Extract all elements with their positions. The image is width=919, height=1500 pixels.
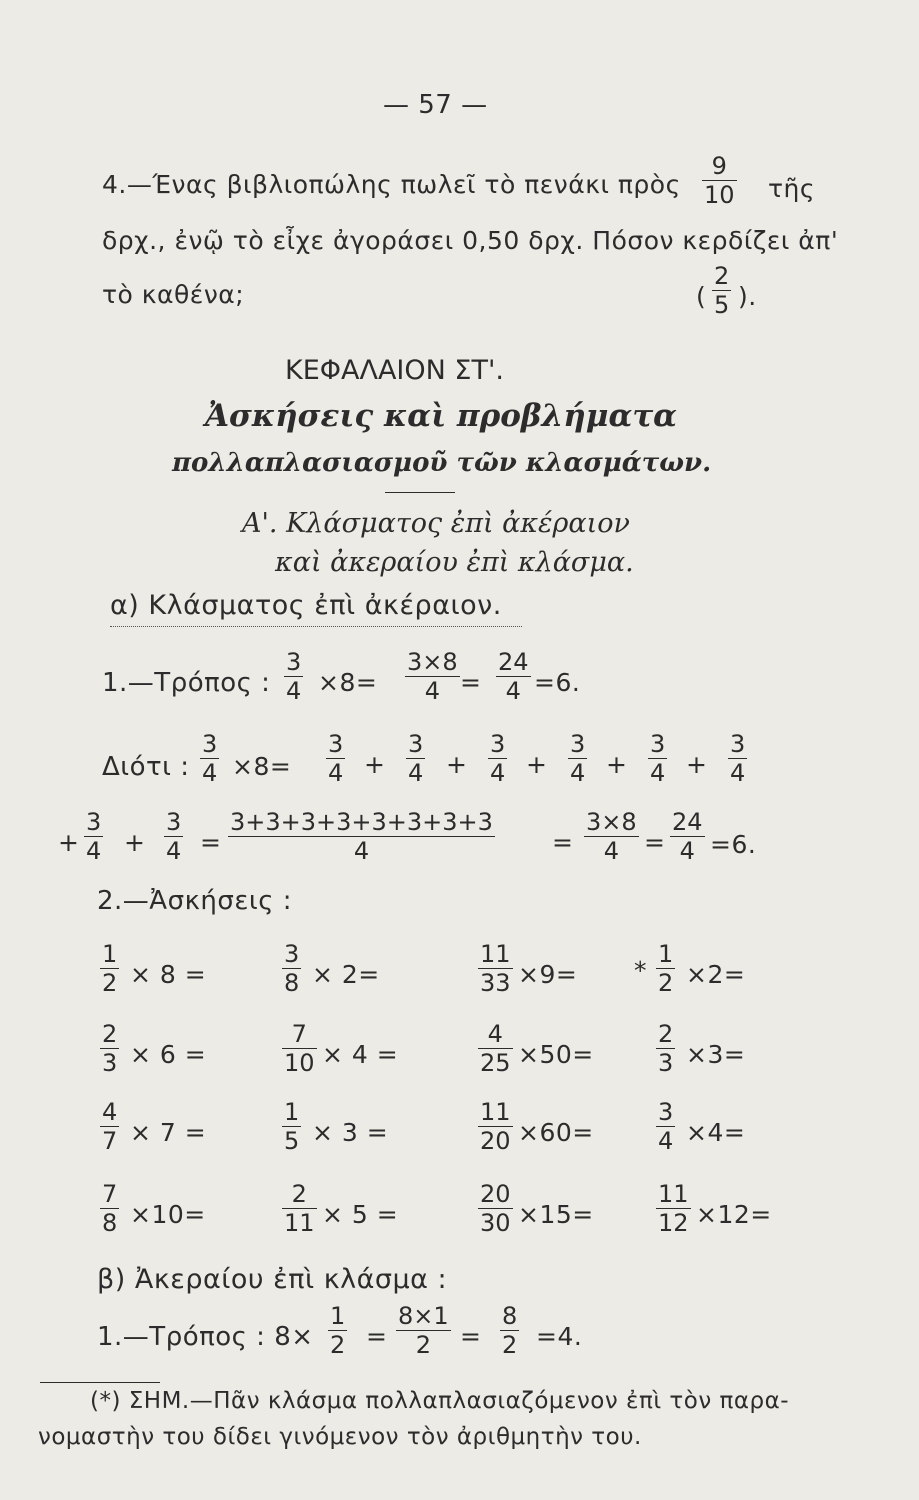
exercise-fraction: [100, 1180, 119, 1237]
fraction-numerator: 1: [102, 940, 118, 968]
problem-4-line1-end: τῆς: [768, 174, 816, 203]
fraction-numerator: 3: [650, 730, 666, 758]
exercise-fraction: [656, 1180, 691, 1237]
fraction-numerator: 3: [570, 730, 586, 758]
fraction-numerator: 24: [672, 808, 703, 836]
fraction-denominator: 5: [284, 1127, 300, 1155]
equals-sign: =: [644, 828, 666, 857]
problem-4-fraction: [702, 152, 737, 209]
fraction-denominator: 4: [658, 1127, 674, 1155]
fraction-denominator: 2: [502, 1331, 518, 1359]
problem-4-line3: τὸ καθένα;: [102, 280, 245, 309]
fraction-numerator: 11: [658, 1180, 689, 1208]
fraction-numerator: 1: [658, 940, 674, 968]
plus-sign: +: [58, 828, 80, 857]
fraction-denominator: 4: [650, 759, 666, 787]
dioti-sum-fraction: [228, 808, 495, 865]
method-2-equals: =: [366, 1322, 388, 1351]
exercise-fraction: [100, 1098, 119, 1155]
fraction-denominator: 4: [86, 837, 102, 865]
fraction-denominator: 2: [658, 969, 674, 997]
method-1-times: ×8=: [318, 668, 378, 697]
exercise-operation: ×60=: [518, 1118, 594, 1147]
fraction-numerator: 11: [480, 940, 511, 968]
exercise-operation: ×15=: [518, 1200, 594, 1229]
method-1-fraction-2: [405, 648, 460, 705]
exercise-operation: ×50=: [518, 1040, 594, 1069]
dioti-fraction: [200, 730, 219, 787]
fraction-denominator: 4: [424, 677, 440, 705]
dioti-term: [164, 808, 183, 865]
footnote-line1: (*) ΣΗΜ.—Πᾶν κλάσμα πολλαπλασιαζόμενον ἐπὶ τὸν παρα-: [90, 1388, 790, 1414]
method-2-fraction-2: [396, 1302, 451, 1359]
problem-4-line2: δρχ., ἐνῷ τὸ εἶχε ἀγοράσει 0,50 δρχ. Πόσον κερδίζει ἀπ': [102, 226, 839, 255]
exercise-fraction: [282, 1180, 317, 1237]
exercise-operation: ×9=: [518, 960, 578, 989]
fraction-numerator: 7: [291, 1020, 307, 1048]
exercise-fraction: [282, 1020, 317, 1077]
fraction-numerator: 3+3+3+3+3+3+3+3: [230, 808, 493, 836]
fraction-denominator: 4: [505, 677, 521, 705]
exercise-operation: × 4 =: [322, 1040, 399, 1069]
exercise-fraction: [478, 1020, 513, 1077]
fraction-numerator: 3: [202, 730, 218, 758]
page-number: — 57 —: [383, 90, 488, 120]
title-line-2: πολλαπλασιασμοῦ τῶν κλασμάτων.: [172, 448, 712, 478]
fraction-denominator: 2: [415, 1331, 431, 1359]
method-1-equals: =: [460, 668, 482, 697]
plus-sign: +: [686, 750, 708, 779]
dioti-term: [84, 808, 103, 865]
fraction-denominator: 4: [730, 759, 746, 787]
fraction-numerator: 2: [291, 1180, 307, 1208]
fraction-numerator: 3: [328, 730, 344, 758]
title-divider: [385, 492, 455, 493]
exercise-operation: ×12=: [696, 1200, 772, 1229]
exercise-operation: ×3=: [686, 1040, 746, 1069]
answer-close-paren: ).: [738, 282, 757, 311]
exercise-fraction: [478, 1180, 513, 1237]
subsection-b: β) Ἀκεραίου ἐπὶ κλάσμα :: [97, 1264, 448, 1295]
exercise-fraction: [478, 1098, 513, 1155]
plus-sign: +: [364, 750, 386, 779]
fraction-numerator: 3: [286, 648, 302, 676]
dioti-term: [488, 730, 507, 787]
method-2-fraction-3: [500, 1302, 519, 1359]
dioti-term: [326, 730, 345, 787]
fraction-denominator: 8: [284, 969, 300, 997]
fraction-numerator: 2: [102, 1020, 118, 1048]
fraction-numerator: 3: [408, 730, 424, 758]
fraction-numerator: 8: [502, 1302, 518, 1330]
section-a-line2: καὶ ἀκεραίου ἐπὶ κλάσμα.: [275, 547, 634, 578]
exercise-operation: ×10=: [130, 1200, 206, 1229]
dioti-term: [728, 730, 747, 787]
fraction-denominator: 30: [480, 1209, 511, 1237]
fraction-numerator: 8×1: [398, 1302, 449, 1330]
answer-open-paren: (: [696, 282, 707, 311]
fraction-numerator: 2: [714, 262, 730, 290]
method-1-label: 1.—Τρόπος :: [102, 668, 271, 698]
method-2-label: 1.—Τρόπος : 8×: [97, 1322, 314, 1352]
method-2-equals: =: [460, 1322, 482, 1351]
fraction-denominator: 8: [102, 1209, 118, 1237]
dioti-product-fraction: [584, 808, 639, 865]
exercise-operation: × 8 =: [130, 960, 207, 989]
fraction-denominator: 4: [353, 837, 370, 865]
fraction-numerator: 11: [480, 1098, 511, 1126]
footnote-asterisk: *: [634, 956, 647, 985]
fraction-numerator: 3: [658, 1098, 674, 1126]
fraction-denominator: 10: [704, 181, 735, 209]
fraction-denominator: 33: [480, 969, 511, 997]
exercise-fraction: [656, 1098, 675, 1155]
fraction-denominator: 20: [480, 1127, 511, 1155]
fraction-denominator: 4: [408, 759, 424, 787]
exercise-operation: × 2=: [312, 960, 380, 989]
fraction-denominator: 5: [714, 291, 730, 319]
fraction-numerator: 24: [498, 648, 529, 676]
subsection-underline: [110, 626, 522, 627]
exercise-fraction: [100, 940, 119, 997]
dioti-result-fraction: [670, 808, 705, 865]
fraction-numerator: 1: [284, 1098, 300, 1126]
exercise-fraction: [282, 940, 301, 997]
method-1-result: =6.: [534, 668, 581, 697]
section-a-line1: Α'. Κλάσματος ἐπὶ ἀκέραιον: [242, 508, 630, 539]
fraction-denominator: 25: [480, 1049, 511, 1077]
exercise-operation: × 7 =: [130, 1118, 207, 1147]
fraction-denominator: 3: [102, 1049, 118, 1077]
dioti-label: Διότι :: [102, 752, 190, 782]
fraction-numerator: 3×8: [407, 648, 458, 676]
fraction-denominator: 12: [658, 1209, 689, 1237]
fraction-numerator: 3: [86, 808, 102, 836]
fraction-denominator: 4: [328, 759, 344, 787]
title-line-1: Ἀσκήσεις καὶ προβλήματα: [205, 398, 678, 434]
fraction-denominator: 4: [570, 759, 586, 787]
problem-4-line1: 4.—Ένας βιβλιοπώλης πωλεῖ τὸ πενάκι πρὸς: [102, 170, 681, 199]
fraction-denominator: 4: [679, 837, 695, 865]
footnote-line2: νομαστὴν του δίδει γινόμενον τὸν ἀριθμητὴν του.: [38, 1424, 642, 1450]
dioti-times: ×8=: [232, 752, 292, 781]
dioti-result: =6.: [710, 830, 757, 859]
plus-sign: +: [606, 750, 628, 779]
fraction-numerator: 3×8: [586, 808, 637, 836]
exercise-operation: ×2=: [686, 960, 746, 989]
exercise-fraction: [656, 940, 675, 997]
fraction-numerator: 1: [330, 1302, 346, 1330]
dioti-term: [648, 730, 667, 787]
fraction-numerator: 20: [480, 1180, 511, 1208]
method-1-fraction-3: [496, 648, 531, 705]
fraction-numerator: 3: [490, 730, 506, 758]
fraction-numerator: 4: [487, 1020, 503, 1048]
plus-sign: +: [526, 750, 548, 779]
exercise-fraction: [282, 1098, 301, 1155]
fraction-numerator: 9: [711, 152, 727, 180]
fraction-denominator: 4: [286, 677, 302, 705]
fraction-denominator: 2: [330, 1331, 346, 1359]
plus-sign: +: [124, 828, 146, 857]
fraction-numerator: 4: [102, 1098, 118, 1126]
method-2-fraction-1: [328, 1302, 347, 1359]
exercise-fraction: [100, 1020, 119, 1077]
plus-sign: +: [446, 750, 468, 779]
fraction-denominator: 10: [284, 1049, 315, 1077]
equals-sign: =: [552, 828, 574, 857]
chapter-heading: ΚΕΦΑΛΑΙΟΝ ΣΤ'.: [285, 355, 504, 386]
exercise-fraction: [478, 940, 513, 997]
fraction-denominator: 4: [603, 837, 619, 865]
equals-sign: =: [200, 828, 222, 857]
footnote-rule: [40, 1382, 160, 1383]
exercise-operation: ×4=: [686, 1118, 746, 1147]
method-2-result: =4.: [536, 1322, 583, 1351]
fraction-numerator: 7: [102, 1180, 118, 1208]
fraction-numerator: 2: [658, 1020, 674, 1048]
exercise-operation: × 3 =: [312, 1118, 389, 1147]
exercise-operation: × 5 =: [322, 1200, 399, 1229]
exercise-fraction: [656, 1020, 675, 1077]
dioti-term: [568, 730, 587, 787]
fraction-denominator: 7: [102, 1127, 118, 1155]
exercises-label: 2.—Ἀσκήσεις :: [97, 886, 292, 916]
fraction-numerator: 3: [166, 808, 182, 836]
fraction-denominator: 4: [166, 837, 182, 865]
method-1-fraction-1: [284, 648, 303, 705]
fraction-denominator: 4: [202, 759, 218, 787]
subsection-a: α) Κλάσματος ἐπὶ ἀκέραιον.: [110, 590, 502, 621]
fraction-numerator: 3: [284, 940, 300, 968]
exercise-operation: × 6 =: [130, 1040, 207, 1069]
fraction-denominator: 4: [490, 759, 506, 787]
fraction-denominator: 2: [102, 969, 118, 997]
fraction-numerator: 3: [730, 730, 746, 758]
fraction-denominator: 11: [284, 1209, 315, 1237]
dioti-term: [406, 730, 425, 787]
fraction-denominator: 3: [658, 1049, 674, 1077]
answer-fraction: [712, 262, 731, 319]
